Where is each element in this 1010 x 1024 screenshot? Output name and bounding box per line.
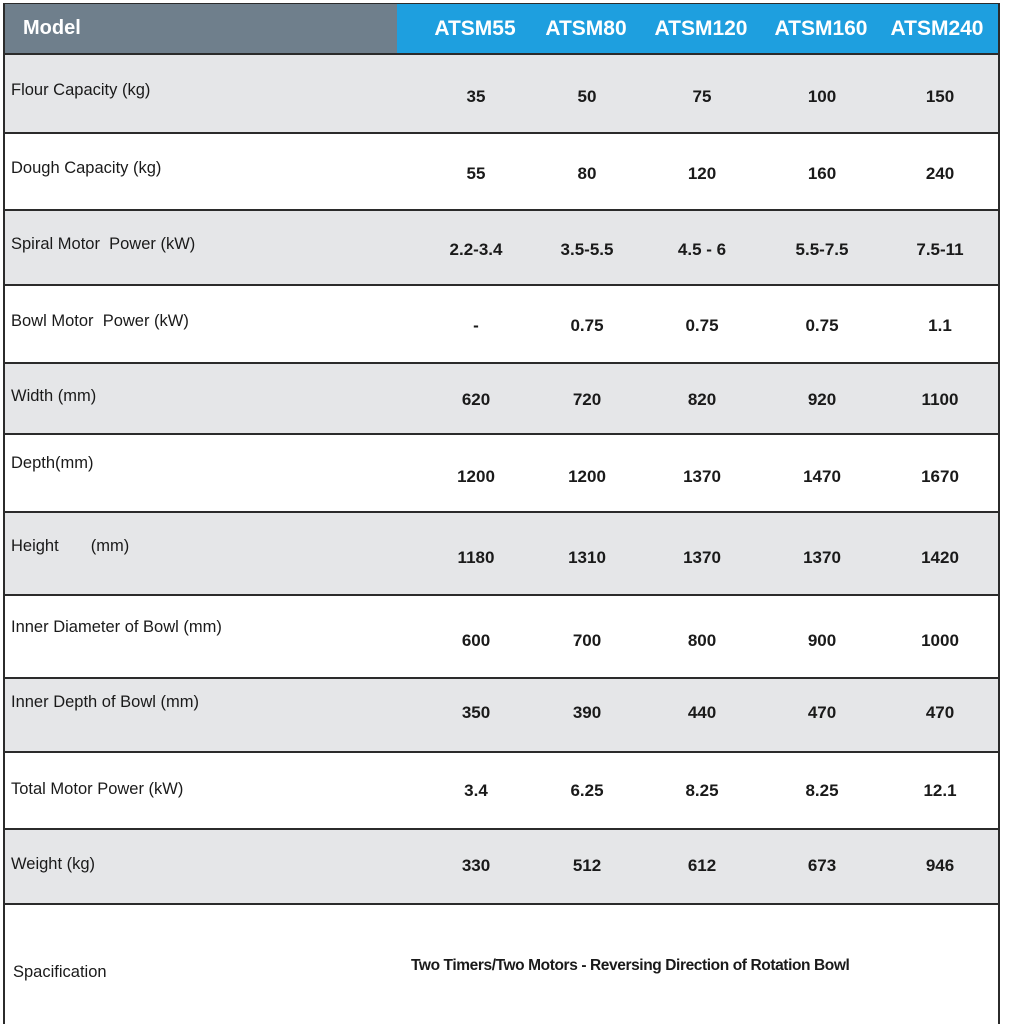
cell-value: 150 [925,87,955,106]
cell-value: 390 [572,703,602,722]
table-row [5,286,998,364]
table-row [5,830,998,905]
cell-value: 612 [687,856,717,875]
row-label: Flour Capacity (kg) [11,81,151,99]
table-row [5,435,998,513]
cell-value: 470 [807,703,837,722]
cell-value: 160 [807,164,837,183]
cell-value: 1.1 [928,316,952,335]
cell-value: 720 [572,390,602,409]
cell-value: 800 [687,631,717,650]
row-label: Height (mm) [11,537,130,555]
row-label: Weight (kg) [11,855,96,873]
cell-value: 820 [687,390,717,409]
cell-value: 946 [925,856,955,875]
cell-value: 600 [461,631,491,650]
cell-value: 1200 [457,467,495,486]
row-label: Depth(mm) [11,454,94,472]
cell-value: 8.25 [805,781,839,800]
cell-value: 1420 [921,548,959,567]
cell-value: 6.25 [570,781,604,800]
table-row [5,513,998,596]
cell-value: 440 [687,703,717,722]
cell-value: 1670 [921,467,959,486]
row-label: Inner Diameter of Bowl (mm) [11,618,222,636]
cell-value: 3.5-5.5 [560,240,614,259]
model-header-cells [397,4,998,53]
row-label: Inner Depth of Bowl (mm) [11,693,199,711]
cell-value: 55 [466,164,486,183]
table-row [5,134,998,211]
cell-value: 512 [572,856,602,875]
cell-value: 0.75 [570,316,604,335]
cell-value: 12.1 [923,781,957,800]
cell-value: 1100 [921,390,959,409]
row-label: Width (mm) [11,387,97,405]
row-label: Bowl Motor Power (kW) [11,312,189,330]
model-column-header: ATSM55 [434,16,516,40]
model-column-header: ATSM160 [774,16,868,40]
cell-value: 1180 [457,548,495,567]
cell-value: 120 [687,164,717,183]
table-row [5,596,998,679]
cell-value: 8.25 [685,781,719,800]
cell-value: 1370 [683,548,721,567]
model-column-header: ATSM120 [654,16,748,40]
cell-value: 2.2-3.4 [449,240,503,259]
row-label: Dough Capacity (kg) [11,159,162,177]
cell-value: 7.5-11 [916,240,964,259]
cell-value: 5.5-7.5 [795,240,849,259]
row-label: Total Motor Power (kW) [11,780,184,798]
cell-value: 1470 [803,467,841,486]
specification-label: Spacification [13,963,107,981]
cell-value: 75 [692,87,712,106]
cell-value: 1310 [568,548,606,567]
cell-value: 620 [461,390,491,409]
cell-value: 80 [577,164,597,183]
table-row [5,364,998,435]
cell-value: 4.5 - 6 [677,240,727,259]
cell-value: 3.4 [464,781,488,800]
cell-value: 900 [807,631,837,650]
cell-value: 700 [572,631,602,650]
cell-value: 920 [807,390,837,409]
model-column-header: ATSM240 [890,16,984,40]
model-column-header: ATSM80 [545,16,627,40]
cell-value: 330 [461,856,491,875]
cell-value: 673 [807,856,837,875]
cell-value: 240 [925,164,955,183]
model-header-label: Model [5,4,397,53]
cell-value: - [473,316,479,335]
cell-value: 1370 [683,467,721,486]
cell-value: 0.75 [685,316,719,335]
cell-value: 1370 [803,548,841,567]
table-row [5,753,998,830]
specification-row [5,905,998,1024]
cell-value: 0.75 [805,316,839,335]
cell-value: 100 [807,87,837,106]
table-row [5,679,998,753]
row-label: Spiral Motor Power (kW) [11,235,196,253]
cell-value: 470 [925,703,955,722]
cell-value: 1200 [568,467,606,486]
table-header [5,3,998,55]
specification-text: Two Timers/Two Motors - Reversing Direction of Rotation Bowl [411,957,850,974]
cell-value: 35 [466,87,486,106]
cell-value: 350 [461,703,491,722]
cell-value: 50 [577,87,597,106]
cell-value: 1000 [921,631,959,650]
table-row [5,211,998,286]
spec-table [3,3,1000,1024]
table-row [5,55,998,134]
